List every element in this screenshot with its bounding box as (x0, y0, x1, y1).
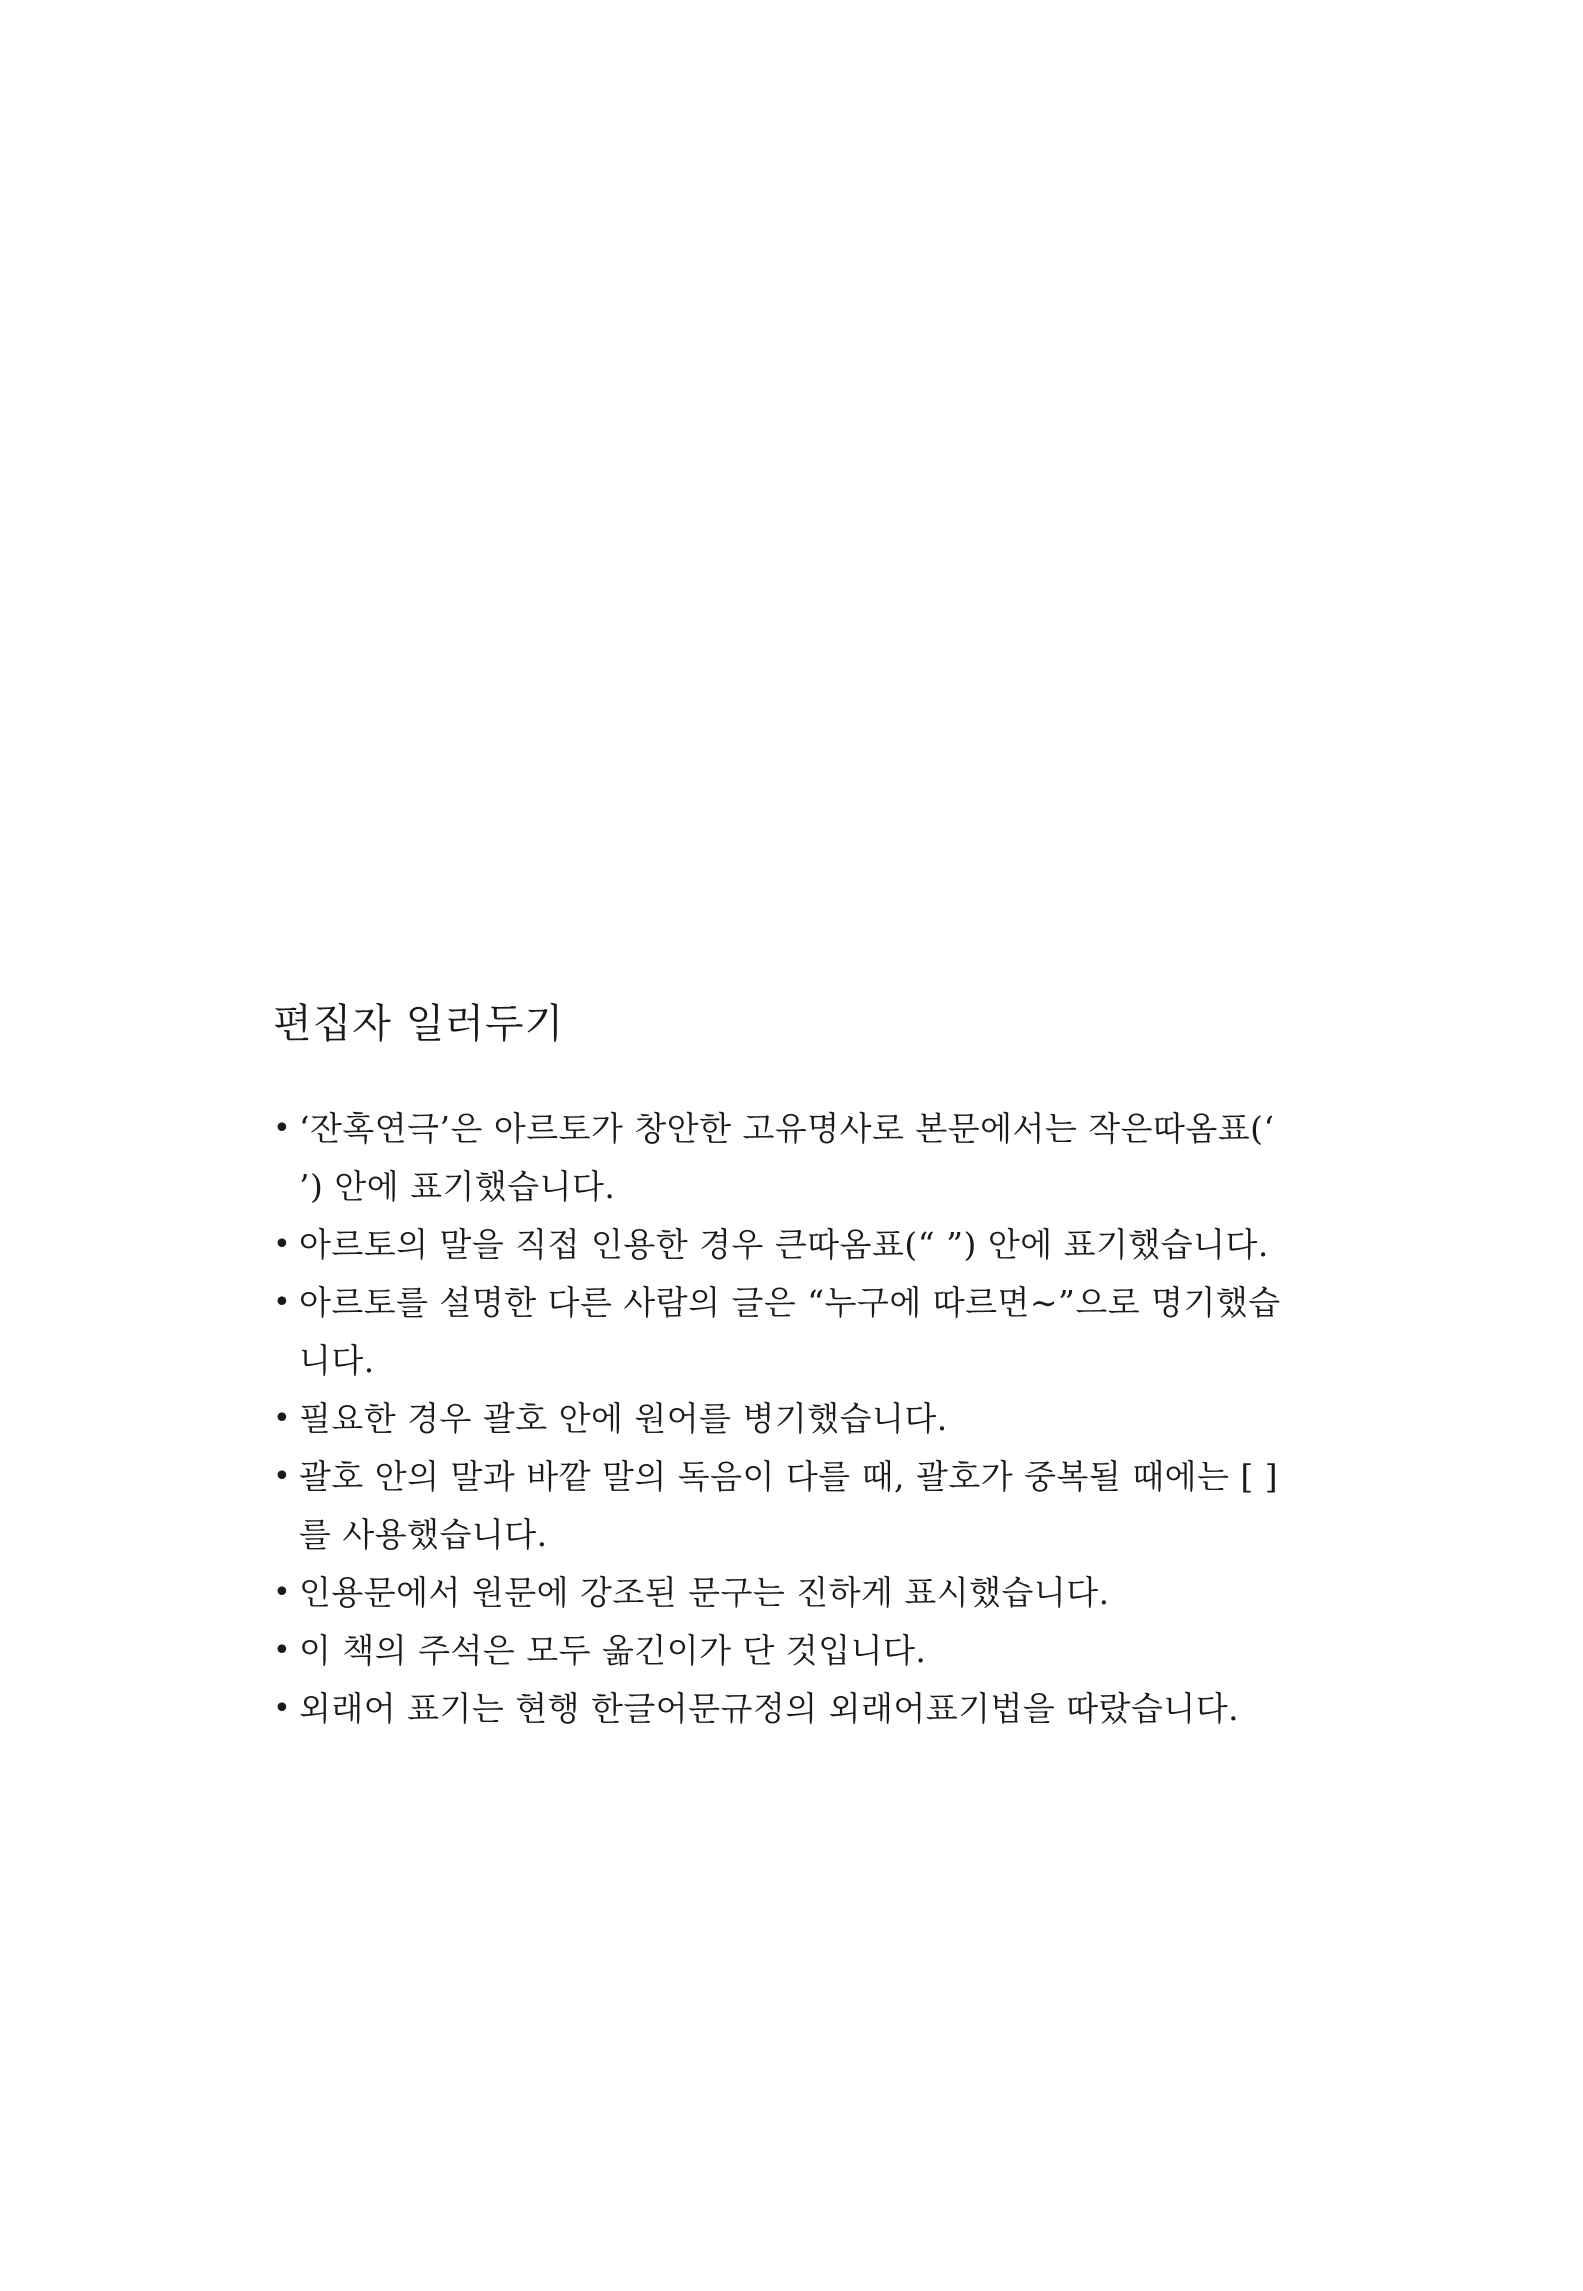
note-text: 이 책의 주석은 모두 옮긴이가 단 것입니다. (299, 1631, 927, 1670)
note-item (273, 1274, 1283, 1390)
note-text: 외래어 표기는 현행 한글어문규정의 외래어표기법을 따랐습니다. (299, 1689, 1240, 1728)
bullet-icon: • (273, 1401, 292, 1436)
bullet-icon: • (273, 1459, 292, 1494)
note-item (273, 1564, 1283, 1622)
bullet-icon: • (273, 1111, 292, 1146)
notes-list (273, 1100, 1283, 1738)
note-item (273, 1390, 1283, 1448)
note-text: 아르토의 말을 직접 인용한 경우 큰따옴표(“ ”) 안에 표기했습니다. (299, 1225, 1269, 1264)
note-text: 아르토를 설명한 다른 사람의 글은 “누구에 따르면∼”으로 명기했습니다. (299, 1283, 1281, 1380)
bullet-icon: • (273, 1575, 292, 1610)
bullet-icon: • (273, 1691, 292, 1726)
note-item (273, 1680, 1283, 1738)
note-item (273, 1100, 1283, 1216)
notes-title: 편집자 일러두기 (273, 1001, 565, 1047)
note-item (273, 1216, 1283, 1274)
bullet-icon: • (273, 1285, 292, 1320)
bullet-icon: • (273, 1633, 292, 1668)
note-item (273, 1622, 1283, 1680)
note-item (273, 1448, 1283, 1564)
note-text: 인용문에서 원문에 강조된 문구는 진하게 표시했습니다. (299, 1573, 1110, 1612)
note-text: 괄호 안의 말과 바깥 말의 독음이 다를 때, 괄호가 중복될 때에는 [ ]를 사용했습니다. (299, 1457, 1279, 1554)
note-text: 필요한 경우 괄호 안에 원어를 병기했습니다. (299, 1399, 948, 1438)
bullet-icon: • (273, 1227, 292, 1262)
note-text: ‘잔혹연극’은 아르토가 창안한 고유명사로 본문에서는 작은따옴표(‘ ’) 안에 표기했습니다. (299, 1109, 1275, 1206)
editor-notes (273, 1000, 1283, 1738)
